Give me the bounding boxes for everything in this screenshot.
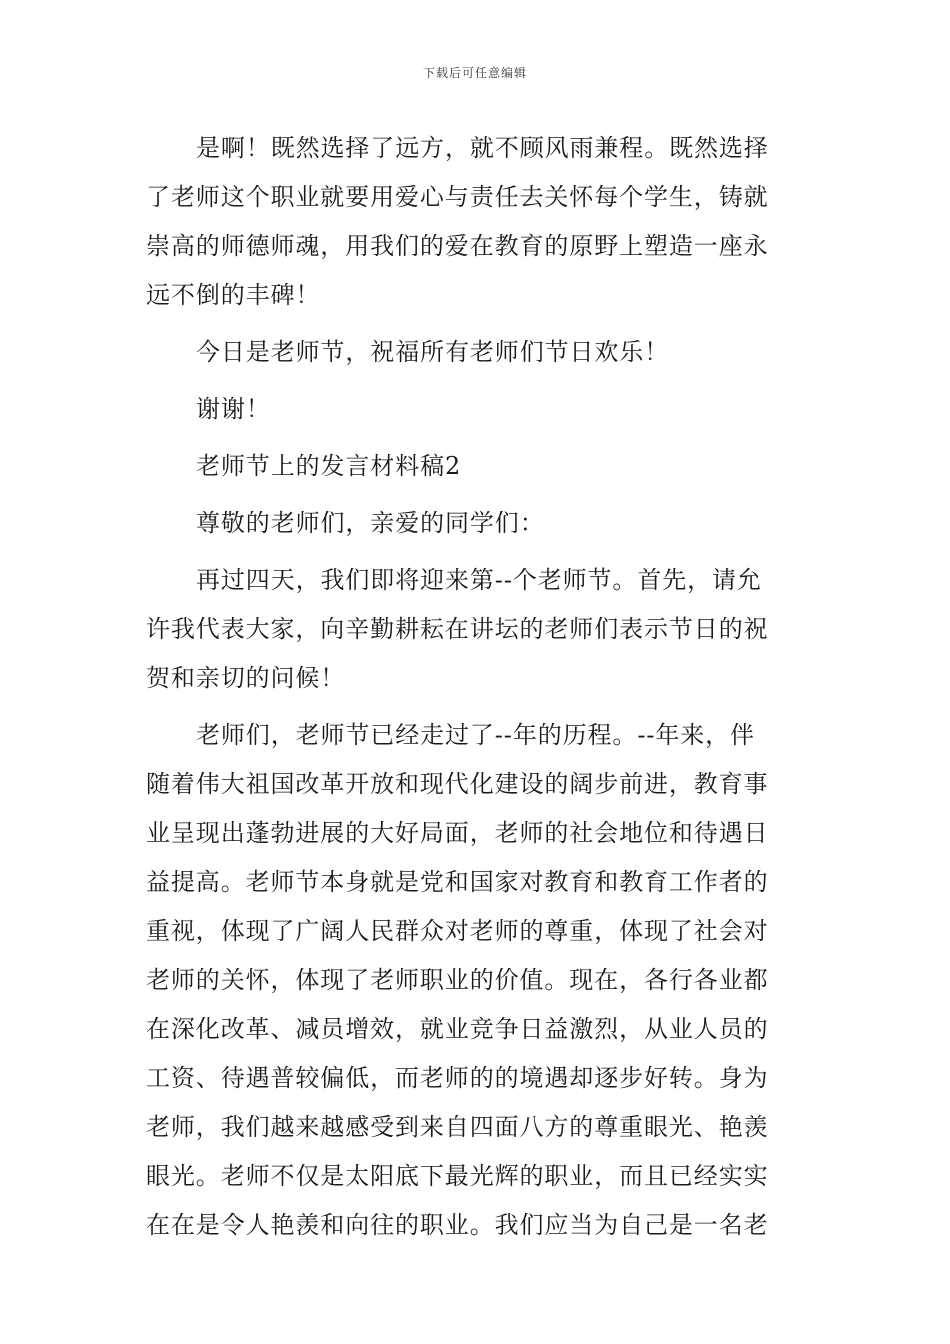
header-note: 下载后可任意编辑	[422, 66, 527, 80]
text-line: 再过四天，我们即将迎来第--个老师节。首先，请允	[196, 566, 762, 594]
text-line: 眼光。老师不仅是太阳底下最光辉的职业，而且已经实实	[146, 1162, 769, 1190]
paragraph-gap	[146, 434, 806, 442]
paragraph	[146, 711, 806, 1250]
salutation	[146, 499, 806, 548]
paragraph-gap	[146, 548, 806, 556]
paragraph-gap	[146, 377, 806, 385]
section-heading	[146, 442, 806, 491]
text-line: 尊敬的老师们，亲爱的同学们：	[196, 509, 545, 537]
text-line: 崇高的师德师魂，用我们的爱在教育的原野上塑造一座永	[146, 232, 769, 260]
text-line: 贺和亲切的问候！	[146, 664, 346, 692]
paragraph	[146, 385, 806, 434]
heading-line: 老师节上的发言材料稿2	[196, 452, 462, 480]
text-line: 今日是老师节，祝福所有老师们节日欢乐！	[196, 338, 670, 366]
text-line: 业呈现出蓬勃进展的大好局面，老师的社会地位和待遇日	[146, 819, 769, 847]
text-line: 老师的关怀，体现了老师职业的价值。现在，各行各业都	[146, 966, 769, 994]
paragraph	[146, 556, 806, 703]
text-line: 老师，我们越来越感受到来自四面八方的尊重眼光、艳羡	[146, 1113, 769, 1141]
text-line: 随着伟大祖国改革开放和现代化建设的阔步前进，教育事	[146, 770, 769, 798]
text-line: 在深化改革、减员增效，就业竞争日益激烈，从业人员的	[146, 1015, 769, 1043]
text-line: 远不倒的丰碑！	[146, 281, 321, 309]
paragraph-gap	[146, 491, 806, 499]
paragraph	[146, 328, 806, 377]
text-line: 了老师这个职业就要用爱心与责任去关怀每个学生，铸就	[146, 183, 769, 211]
paragraph	[146, 124, 806, 320]
text-line: 在在是令人艳羡和向往的职业。我们应当为自己是一名老	[146, 1211, 769, 1239]
paragraph-gap	[146, 320, 806, 328]
text-line: 老师们，老师节已经走过了--年的历程。--年来，伴	[196, 721, 755, 749]
text-line: 重视，体现了广阔人民群众对老师的尊重，体现了社会对	[146, 917, 769, 945]
text-line: 许我代表大家，向辛勤耕耘在讲坛的老师们表示节日的祝	[146, 615, 769, 643]
document-body	[146, 124, 806, 1250]
text-line: 益提高。老师节本身就是党和国家对教育和教育工作者的	[146, 868, 769, 896]
text-line: 是啊！既然选择了远方，就不顾风雨兼程。既然选择	[196, 134, 769, 162]
text-line: 工资、待遇普较偏低，而老师的的境遇却逐步好转。身为	[146, 1064, 769, 1092]
paragraph-gap	[146, 703, 806, 711]
text-line: 谢谢！	[196, 395, 271, 423]
